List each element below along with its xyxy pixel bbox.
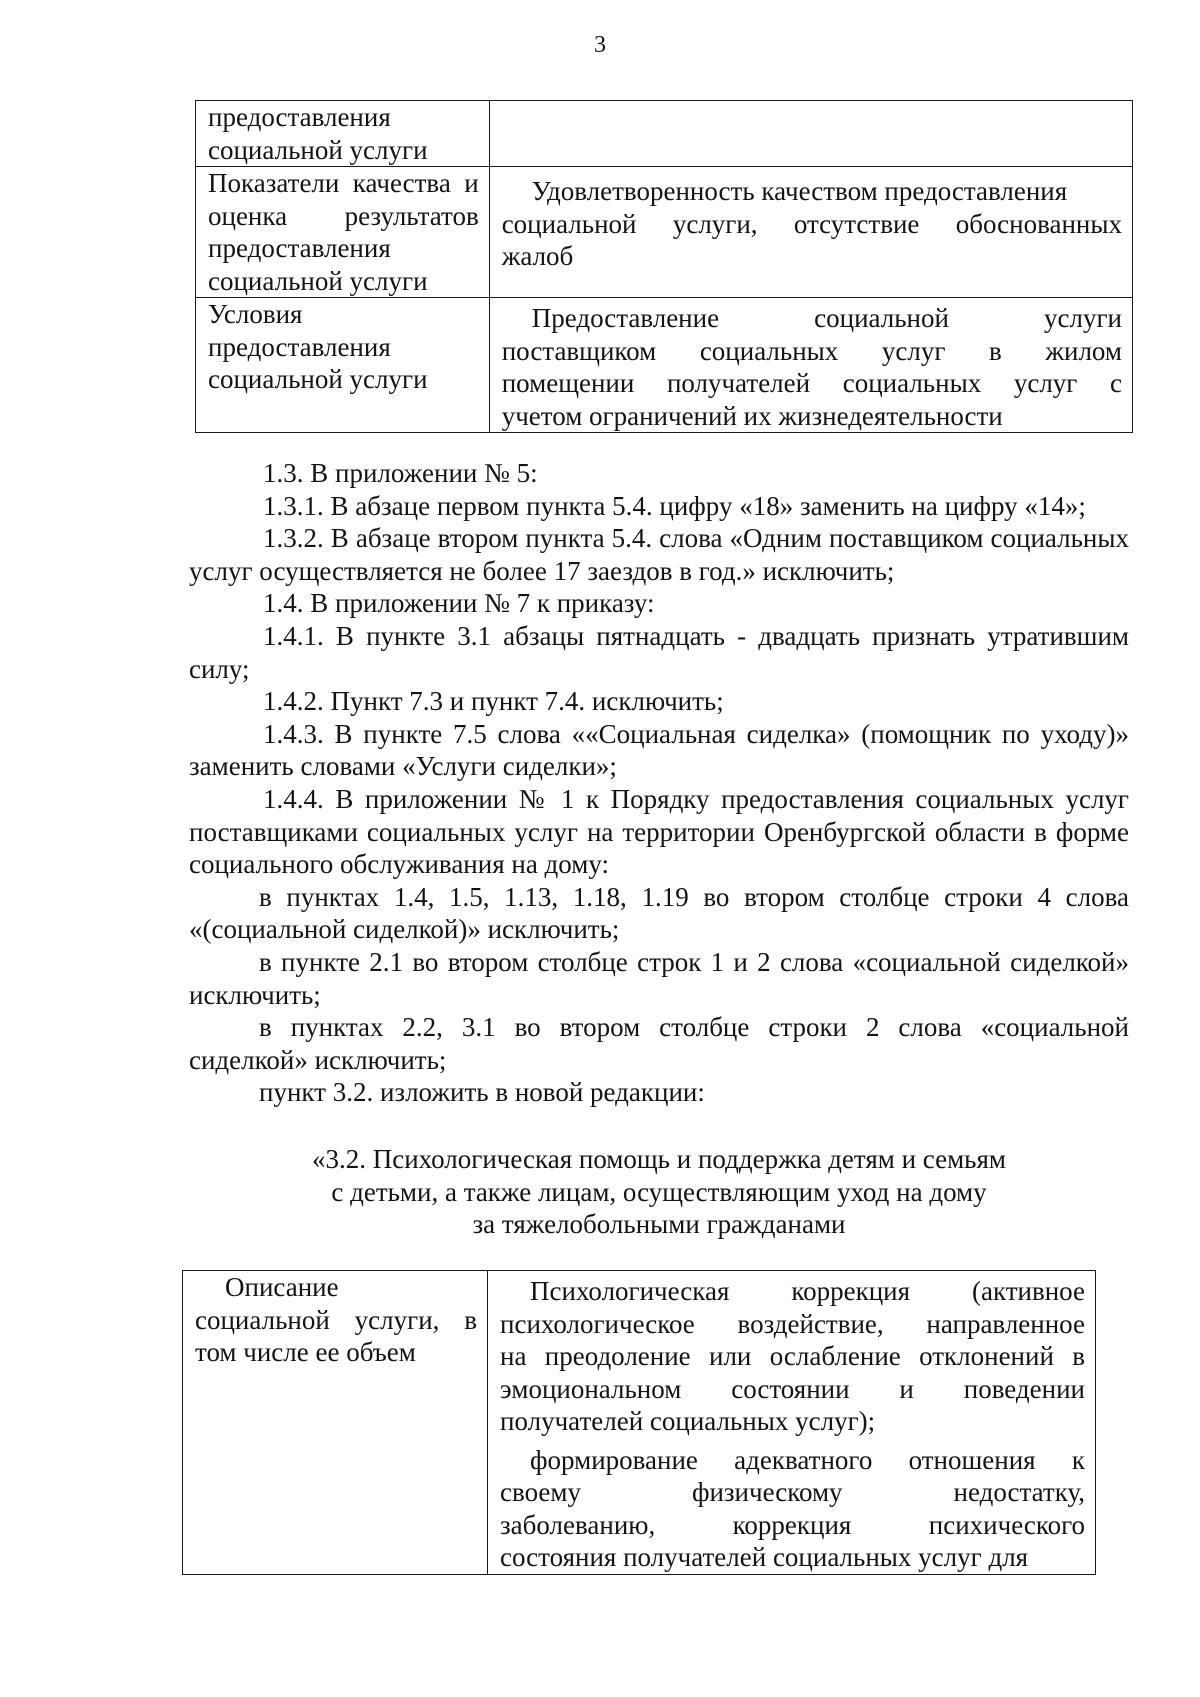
cell-line: Удовлетворенность качеством предоставления (531, 176, 1068, 206)
cell-line: Предоставление социальной услуги (531, 303, 1122, 333)
table-row (196, 101, 1133, 167)
heading-line: за тяжелобольными гражданами (472, 1209, 846, 1239)
paragraph: пункт 3.2. изложить в новой редакции: (259, 1077, 705, 1108)
paragraph: 1.3. В приложении № 5: (263, 458, 538, 488)
cell-line: учетом ограничений их жизнедеятельности (501, 400, 1003, 431)
cell-line: состояния получателей социальных услуг для (500, 1542, 1029, 1572)
paragraph: 1.3.1. В абзаце первом пункта 5.4. цифру «18» заменить на цифру «14»; (263, 490, 1086, 521)
page-number: 3 (594, 32, 606, 58)
cell-line: поставщиком социальных услуг в жилом (501, 335, 1122, 366)
cell-line: на преодоление или ослабление отклонений в (500, 1341, 1085, 1371)
table-row (183, 1271, 1096, 1575)
cell-line: том числе ее объем (195, 1337, 416, 1367)
cell-line: оценка результатов (208, 200, 479, 231)
cell-line: психологическое воздействие, направленное (500, 1308, 1085, 1339)
heading-line: с детьми, а также лицам, осуществляющим уход на дому (331, 1176, 987, 1207)
body-text (189, 457, 1129, 1109)
paragraph: 1.3.2. В абзаце втором пункта 5.4. слова «Одним поставщиком социальных услуг осуществляется не более 17 заездов в год.» исключить; (189, 523, 1129, 586)
table-cell-label (183, 1271, 488, 1575)
paragraph: 1.4.4. В приложении № 1 к Порядку предоставления социальных услуг поставщиками социальных услуг на территории Оренбургской области в форме социального обслуживания на дому: (189, 783, 1129, 880)
cell-line: помещении получателей социальных услуг с (501, 368, 1122, 398)
paragraph: в пункте 2.1 во втором столбце строк 1 и 2 слова «социальной сиделкой» исключить; (189, 946, 1129, 1010)
cell-line: своему физическому недостатку, (500, 1477, 1085, 1507)
paragraph: 1.4. В приложении № 7 к приказу: (263, 588, 655, 619)
cell-line: социальной услуги, в (195, 1304, 478, 1335)
cell-line: предоставления (208, 233, 391, 263)
table-cell-content (489, 101, 1132, 167)
table-cell-content (489, 167, 1132, 298)
paragraph: 1.4.2. Пункт 7.3 и пункт 7.4. исключить; (263, 686, 724, 717)
table-cell-content (489, 298, 1132, 433)
table-cell-label (196, 101, 490, 167)
table-row (196, 167, 1133, 298)
cell-line: жалоб (501, 241, 574, 271)
table-row (196, 298, 1133, 433)
services-table-continued (195, 100, 1133, 433)
cell-line: предоставления (208, 331, 391, 362)
cell-line: формирование адекватного отношения к (530, 1444, 1085, 1475)
service-description-table (182, 1270, 1096, 1575)
paragraph: в пунктах 2.2, 3.1 во втором столбце строки 2 слова «социальной сиделкой» исключить; (189, 1012, 1129, 1075)
cell-line: социальной услуги (208, 134, 428, 165)
table-cell-label (196, 167, 490, 298)
section-heading (189, 1143, 1129, 1241)
cell-line: Психологическая коррекция (активное (530, 1276, 1085, 1306)
cell-line: получателей социальных услуг); (500, 1406, 876, 1436)
table-cell-content (488, 1271, 1096, 1575)
cell-line: Описание (225, 1272, 339, 1302)
cell-line: заболеванию, коррекция психического (500, 1509, 1085, 1540)
cell-line: социальной услуги (208, 265, 428, 296)
paragraph: в пунктах 1.4, 1.5, 1.13, 1.18, 1.19 во втором столбце строки 4 слова «(социальной сиделкой)» исключить; (189, 881, 1129, 945)
cell-line: социальной услуги (208, 364, 428, 394)
paragraph: 1.4.1. В пункте 3.1 абзацы пятнадцать - двадцать признать утратившим силу; (189, 620, 1129, 684)
cell-line: предоставления (208, 102, 391, 132)
cell-line: Показатели качества и (208, 168, 479, 198)
cell-line: Условия (208, 299, 303, 329)
paragraph: 1.4.3. В пункте 7.5 слова ««Социальная сиделка» (помощник по уходу)» заменить словами «Услуги сиделки»; (189, 718, 1129, 782)
heading-line: «3.2. Психологическая помощь и поддержка детям и семьям (312, 1144, 1006, 1174)
cell-line: социальной услуги, отсутствие обоснованных (501, 208, 1122, 239)
table-cell-label (196, 298, 490, 433)
cell-line: эмоциональном состоянии и поведении (500, 1373, 1085, 1404)
